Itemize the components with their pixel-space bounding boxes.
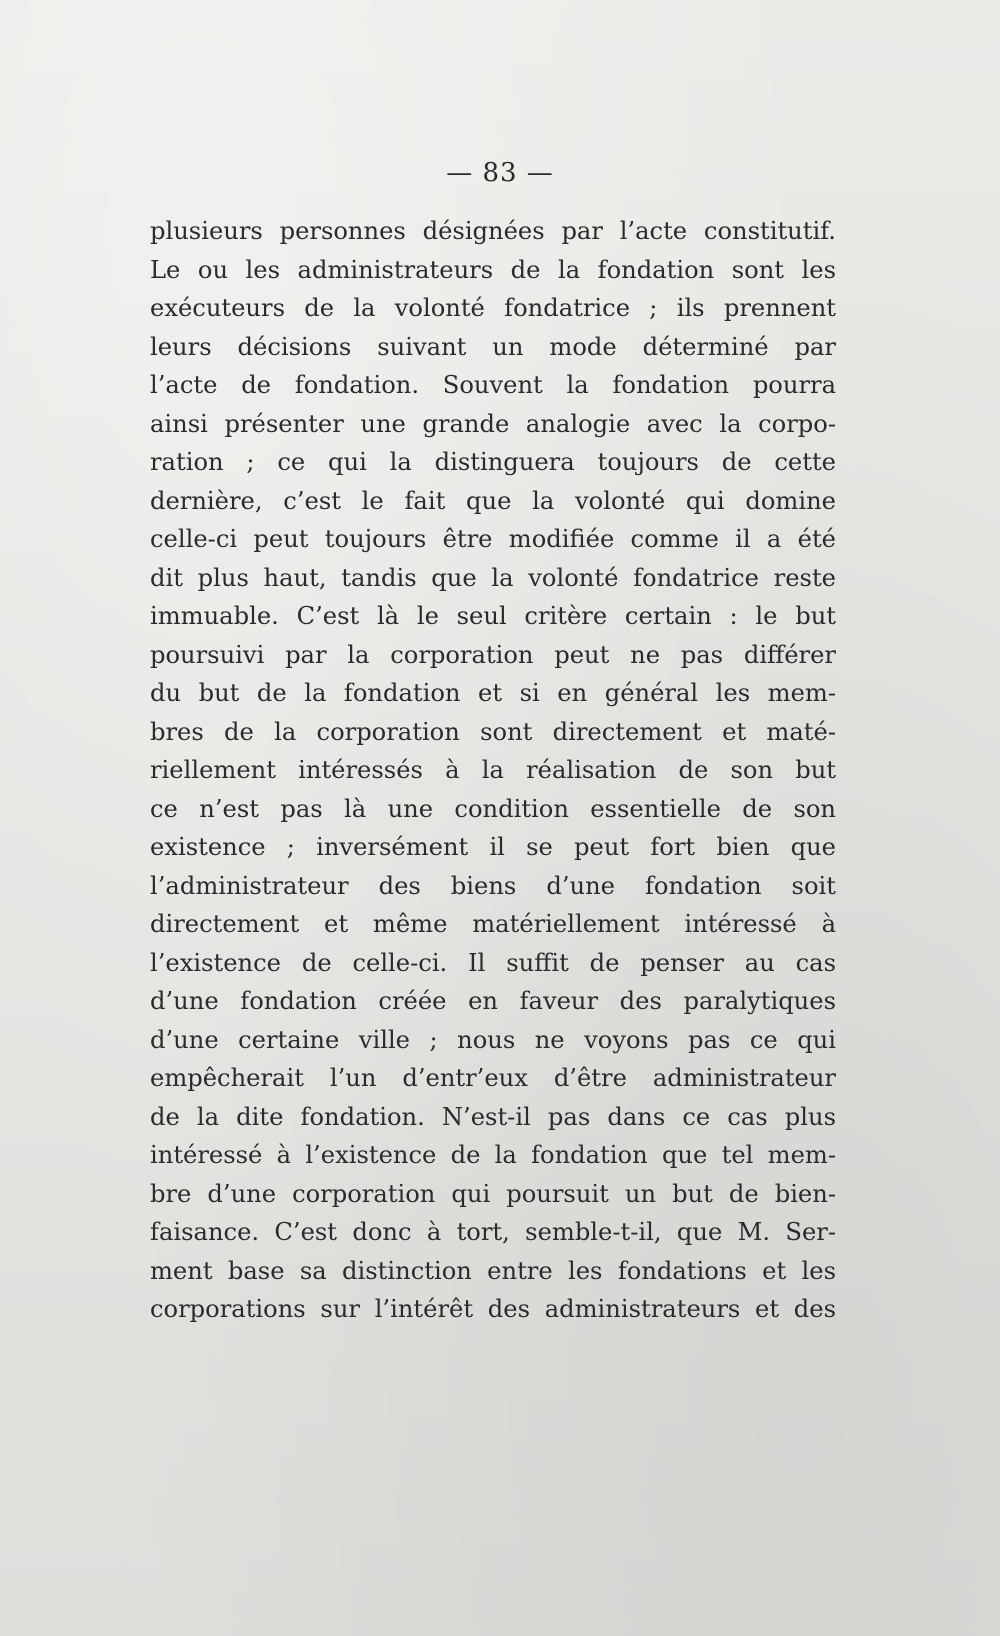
text-line: leurs décisions suivant un mode déterminé par [150, 332, 836, 361]
text-line: l’existence de celle-ci. Il suffit de penser au cas [150, 948, 836, 977]
text-line: celle-ci peut toujours être modifiée comme il a été [150, 525, 836, 553]
text-line: ce n’est pas là une condition essentielle de son [150, 794, 836, 823]
text-line: ration ; ce qui la distinguera toujours de cette [150, 448, 836, 476]
text-line: corporations sur l’intérêt des administrateurs et des [150, 1295, 836, 1323]
body-text [150, 212, 836, 1329]
text-line: d’une fondation créée en faveur des paralytiques [150, 987, 836, 1015]
text-line: de la dite fondation. N’est-il pas dans ce cas plus [150, 1102, 836, 1131]
text-line: l’acte de fondation. Souvent la fondation pourra [150, 371, 836, 399]
text-line: d’une certaine ville ; nous ne voyons pas ce qui [150, 1025, 836, 1054]
text-line: riellement intéressés à la réalisation de son but [150, 756, 836, 784]
text-line: Le ou les administrateurs de la fondation sont les [150, 255, 836, 284]
text-line: directement et même matériellement intéressé à [150, 910, 836, 938]
text-line: empêcherait l’un d’entr’eux d’être administrateur [150, 1064, 836, 1092]
text-line: intéressé à l’existence de la fondation que tel mem- [150, 1141, 836, 1169]
text-line: du but de la fondation et si en général les mem- [150, 679, 836, 707]
text-line: ainsi présenter une grande analogie avec la corpo- [150, 409, 836, 438]
text-line: bres de la corporation sont directement et maté- [150, 717, 836, 746]
text-line: immuable. C’est là le seul critère certain : le but [150, 602, 836, 630]
text-line: bre d’une corporation qui poursuit un but de bien- [150, 1179, 836, 1208]
page-number: — 83 — [446, 158, 554, 188]
text-line: plusieurs personnes désignées par l’acte constitutif. [150, 217, 836, 245]
text-line: existence ; inversément il se peut fort bien que [150, 833, 836, 861]
text-line: dit plus haut, tandis que la volonté fondatrice reste [150, 563, 836, 592]
text-line: exécuteurs de la volonté fondatrice ; ils prennent [150, 294, 836, 322]
text-line: poursuivi par la corporation peut ne pas différer [150, 640, 836, 669]
text-line: l’administrateur des biens d’une fondation soit [150, 871, 836, 900]
text-line: ment base sa distinction entre les fondations et les [150, 1256, 836, 1285]
text-line: faisance. C’est donc à tort, semble-t-il, que M. Ser- [150, 1218, 836, 1246]
text-line: dernière, c’est le fait que la volonté qui domine [150, 486, 836, 515]
